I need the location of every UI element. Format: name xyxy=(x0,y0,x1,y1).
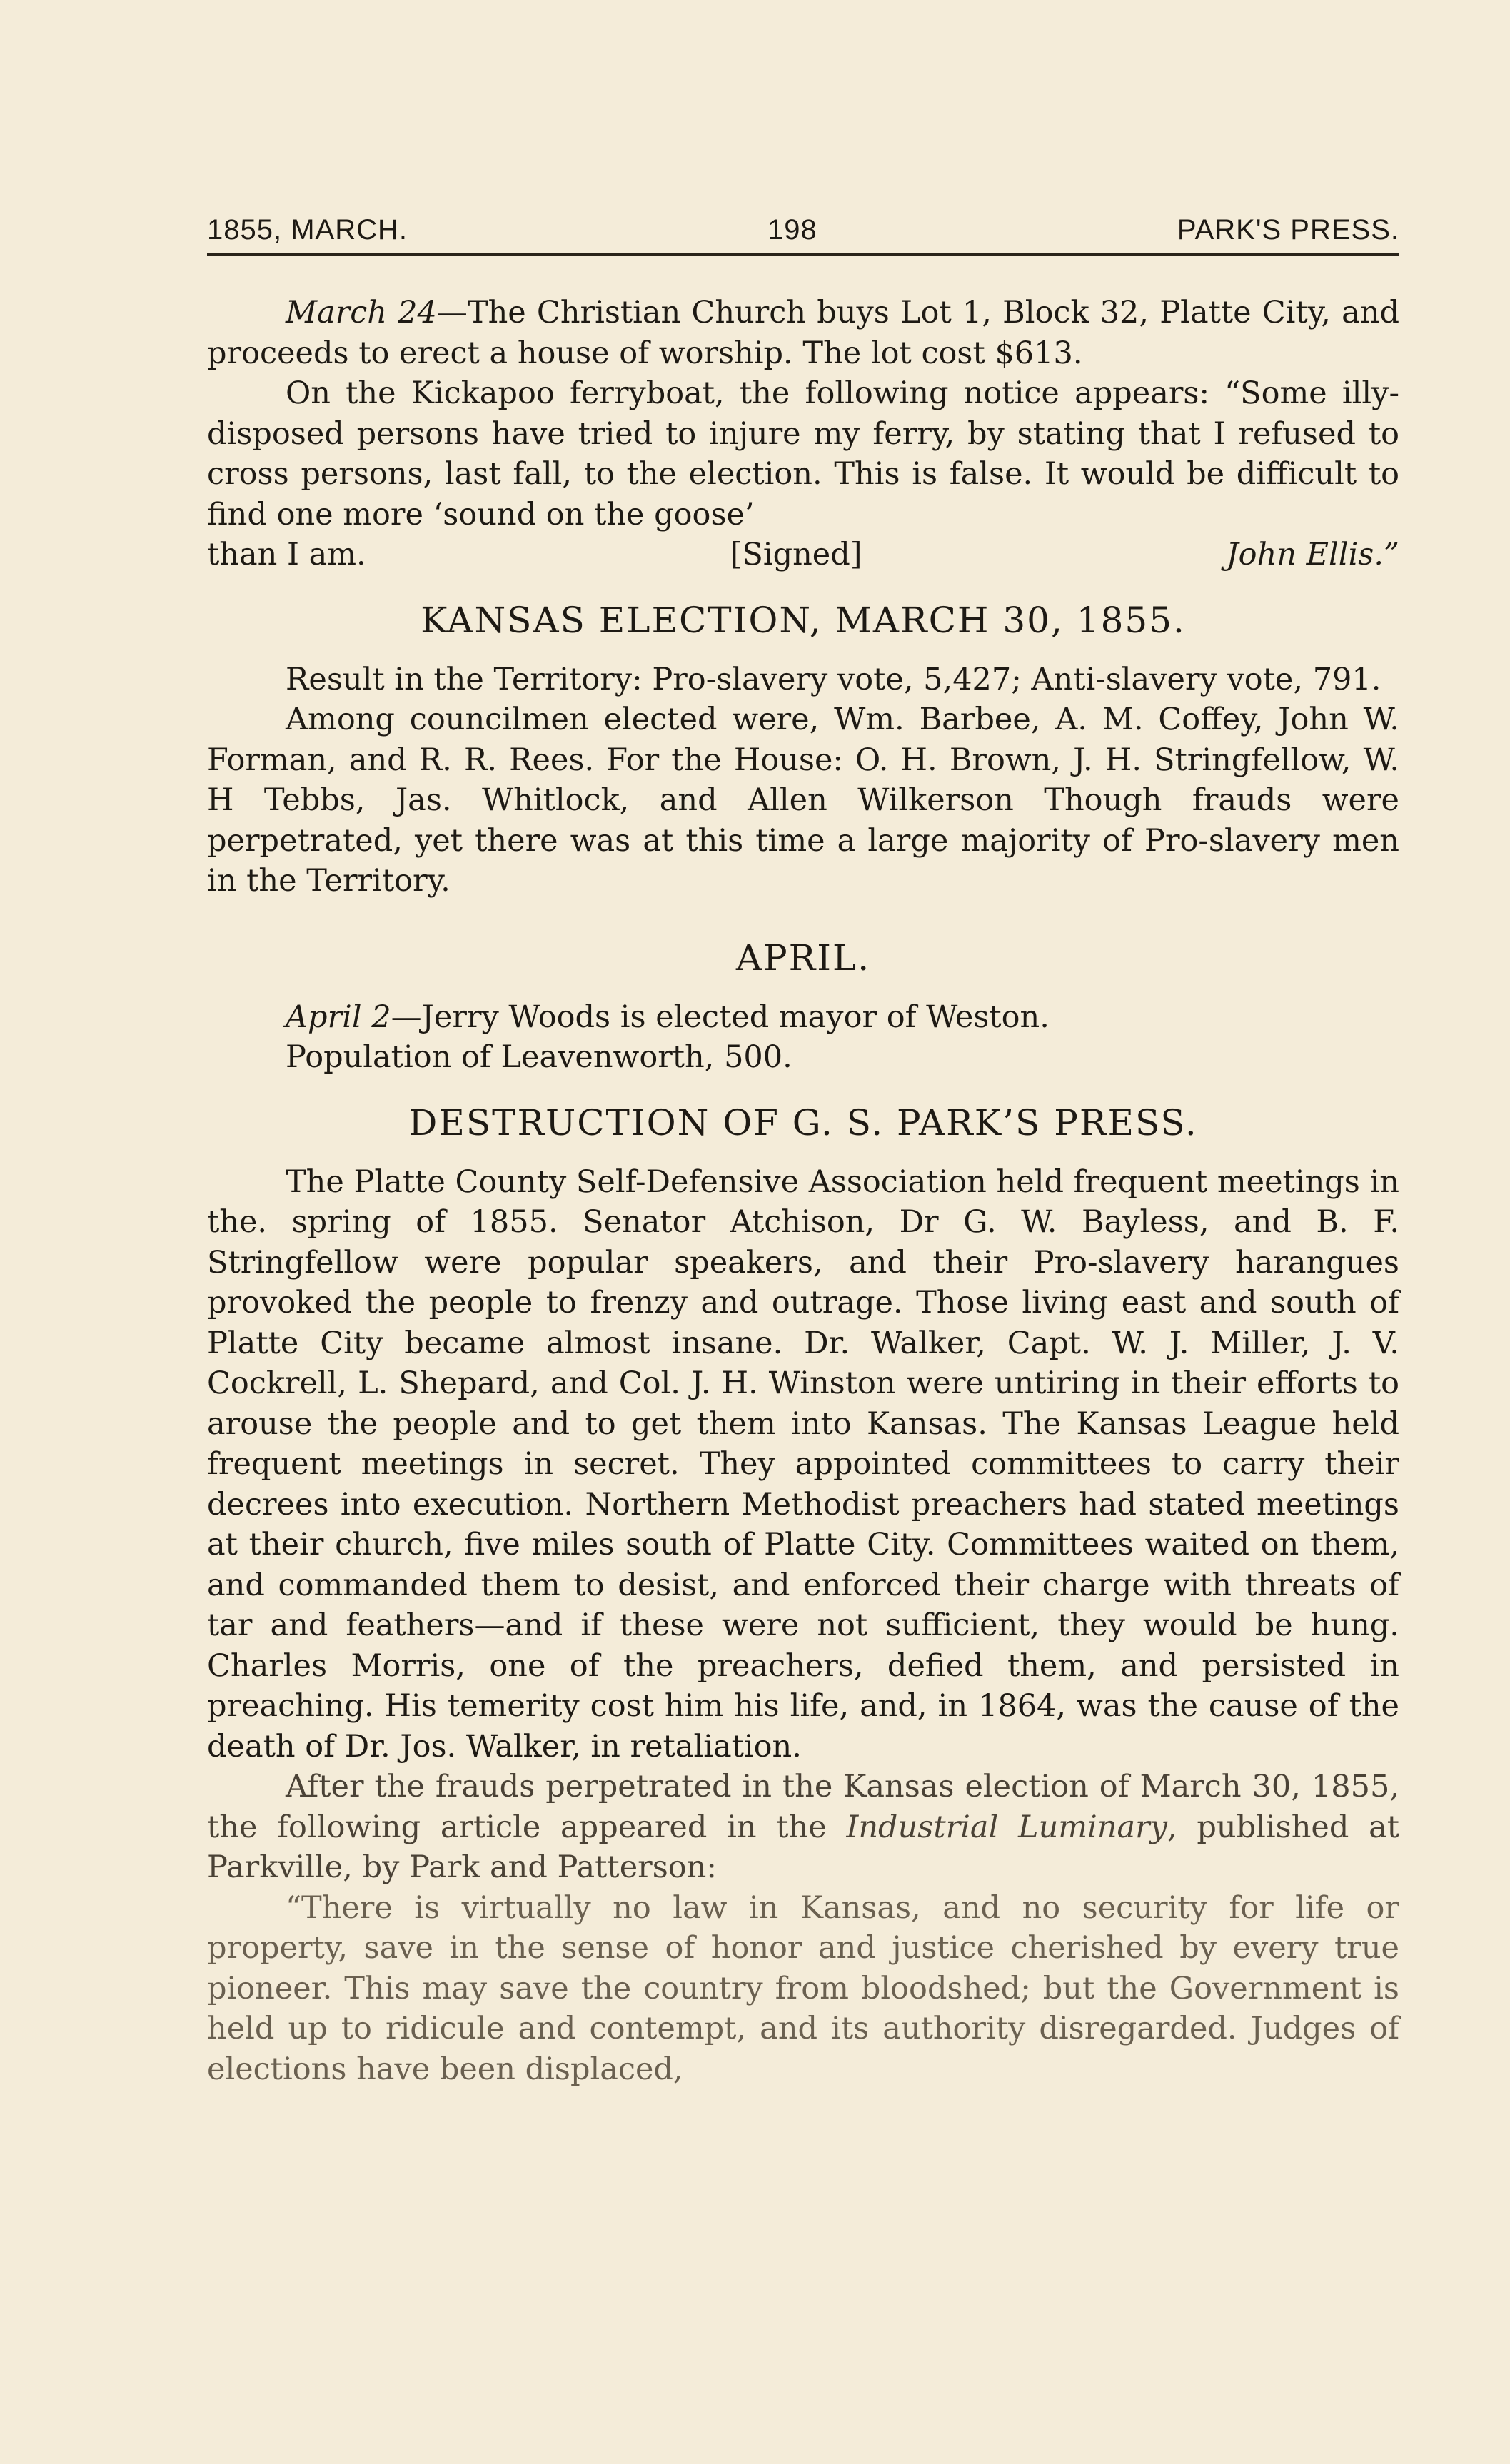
signature-line xyxy=(207,535,1399,575)
paragraph-self-defensive-association: The Platte County Self-Defensive Association held frequent meetings in the. spring of 1855. Senator Atchison, Dr G. W. Bayless, and B. F. Stringfellow were popular speakers, and their Pro-slavery harangues provoked the people to frenzy and outrage. Those living east and south of Platte City became almost insane. Dr. Walker, Capt. W. J. Miller, J. V. Cockrell, L. Shepard, and Col. J. H. Winston were untiring in their efforts to arouse the people and to get them into Kansas. The Kansas League held frequent meetings in secret. They appointed committees to carry their decrees into execution. Northern Methodist preachers had stated meetings at their church, five miles south of Platte City. Committees waited on them, and commanded them to desist, and enforced their charge with threats of tar and feathers—and if these were not sufficient, they would be hung. Charles Morris, one of the preachers, defied them, and persisted in preaching. His temerity cost him his life, and, in 1864, was the cause of the death of Dr. Jos. Walker, in retaliation. xyxy=(207,1163,1399,1764)
running-head-title: PARK'S PRESS. xyxy=(1177,214,1399,246)
paragraph-april-2 xyxy=(207,997,1399,1038)
entry-text-april-2: —Jerry Woods is elected mayor of Weston. xyxy=(391,999,1050,1035)
page-number: 198 xyxy=(767,214,817,246)
signature-name: John Ellis.” xyxy=(1226,537,1399,572)
running-head-date: 1855, MARCH. xyxy=(207,214,408,246)
paragraph-population: Population of Leavenworth, 500. xyxy=(286,1039,792,1075)
heading-kansas-election: KANSAS ELECTION, MARCH 30, 1855. xyxy=(421,599,1186,641)
paragraph-industrial-luminary-intro xyxy=(207,1767,1399,1888)
paragraph-councilmen: Among councilmen elected were, Wm. Barbee, A. M. Coffey, John W. Forman, and R. R. Rees. For the House: O. H. Brown, J. H. Stringfellow, W. H Tebbs, Jas. Whitlock, and Allen Wilkerson Though frauds were perpetrated, yet there was at this time a large majority of Pro-slavery men in the Territory. xyxy=(207,702,1399,899)
signed-mark: [Signed] xyxy=(730,537,862,572)
entry-date-march-24: March 24 xyxy=(286,295,437,330)
intro-text-start: After the frauds perpetrated in the Kansas election of March 30, 1855, the following article appeared in the xyxy=(207,1769,1399,1845)
paragraph-election-result: Result in the Territory: Pro-slavery vote, 5,427; Anti-slavery vote, 791. xyxy=(286,661,1381,697)
newspaper-title: Industrial Luminary xyxy=(846,1809,1167,1845)
paragraph-luminary-quote: “There is virtually no law in Kansas, and no security for life or property, save in the sense of honor and justice cherished by every true pioneer. This may save the country from bloodshed; but the Government is held up to ridicule and contempt, and its authority disregarded. Judges of elections have been displaced, xyxy=(207,1889,1399,2087)
entry-date-april-2: April 2 xyxy=(286,999,391,1035)
heading-destruction-of-press: DESTRUCTION OF G. S. PARK’S PRESS. xyxy=(408,1101,1198,1143)
signature-line-start: than I am. xyxy=(207,537,366,572)
entry-text-march-24: —The Christian Church buys Lot 1, Block 32, Platte City, and proceeds to erect a house of worship. The lot cost $613. xyxy=(207,295,1399,371)
running-head xyxy=(207,214,1399,256)
heading-april: APRIL. xyxy=(735,936,871,979)
paragraph-kickapoo-notice: On the Kickapoo ferryboat, the following notice appears: “Some illy-disposed persons have tried to injure my ferry, by stating that I refused to cross persons, last fall, to the election. This is false. It would be difficult to find one more ‘sound on the goose’ xyxy=(207,375,1399,532)
book-page xyxy=(207,214,1399,2089)
intro-text-end: , published at Parkville, by Park and Patterson: xyxy=(207,1809,1399,1885)
paragraph-march-24 xyxy=(207,293,1399,373)
